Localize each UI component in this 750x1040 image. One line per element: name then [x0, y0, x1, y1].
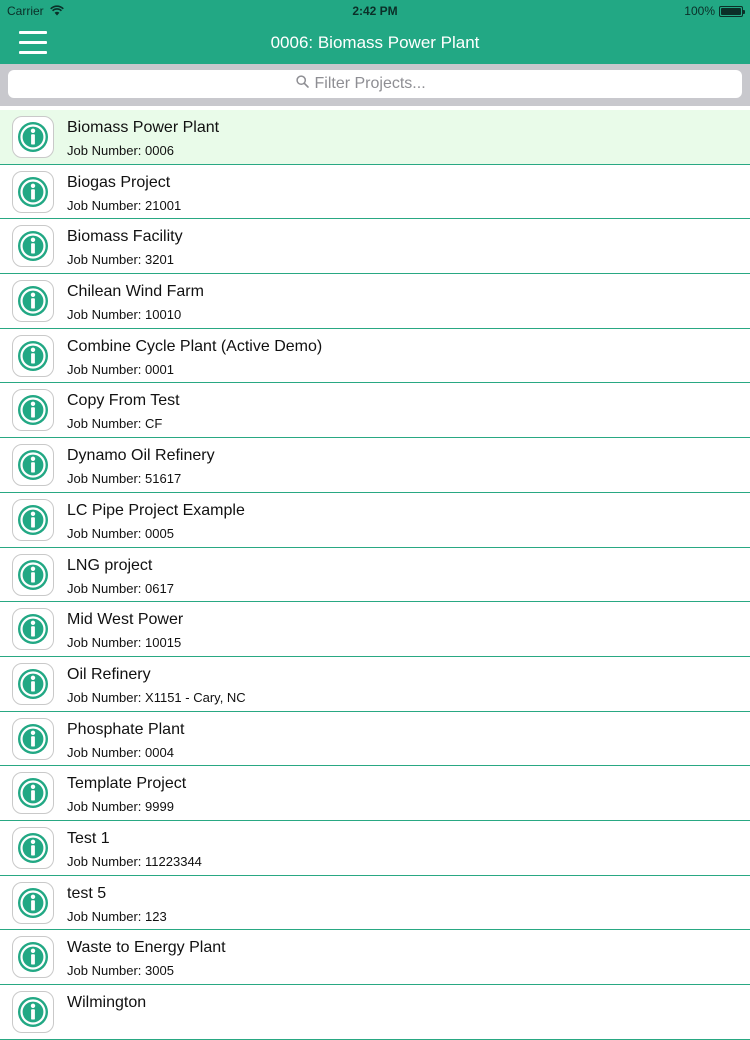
project-job-number: Job Number: 0001	[67, 361, 174, 377]
project-job-number: Job Number: 51617	[67, 471, 182, 487]
project-job-number: Job Number: 10010	[67, 307, 182, 323]
project-name: Chilean Wind Farm	[67, 283, 204, 301]
info-icon[interactable]	[12, 554, 54, 596]
project-list-item[interactable]	[0, 985, 750, 1040]
project-list-item[interactable]	[0, 110, 750, 165]
project-name: Test 1	[67, 829, 110, 847]
project-list-item[interactable]	[0, 165, 750, 220]
navigation-bar	[0, 22, 750, 64]
project-job-number: Job Number: 0617	[67, 580, 174, 596]
info-icon[interactable]	[12, 991, 54, 1033]
project-list-item[interactable]	[0, 329, 750, 384]
project-name: Biomass Power Plant	[67, 119, 220, 136]
project-name: Oil Refinery	[67, 665, 151, 683]
info-icon[interactable]	[12, 936, 54, 978]
battery-icon	[719, 6, 743, 17]
info-icon[interactable]	[12, 718, 54, 760]
search-field[interactable]	[8, 70, 742, 98]
project-name: Biomass Facility	[67, 228, 183, 246]
search-icon	[296, 75, 309, 93]
project-list-item[interactable]	[0, 930, 750, 985]
project-name: Waste to Energy Plant	[67, 939, 226, 957]
project-name: LNG project	[67, 556, 153, 574]
project-list-item[interactable]	[0, 438, 750, 493]
project-name: Copy From Test	[67, 392, 180, 410]
project-name: Dynamo Oil Refinery	[67, 447, 215, 465]
project-list-item[interactable]	[0, 219, 750, 274]
info-icon[interactable]	[12, 116, 54, 158]
status-bar	[0, 0, 750, 22]
project-list-item[interactable]	[0, 766, 750, 821]
project-job-number: Job Number: 0005	[67, 525, 174, 541]
project-job-number: Job Number: 3005	[67, 963, 174, 979]
project-job-number: Job Number: X1151 - Cary, NC	[67, 689, 246, 705]
project-name: Phosphate Plant	[67, 720, 185, 738]
project-job-number: Job Number: 123	[67, 908, 167, 924]
project-list	[0, 110, 750, 1011]
project-name: Mid West Power	[67, 611, 184, 629]
info-icon[interactable]	[12, 280, 54, 322]
info-icon[interactable]	[12, 772, 54, 814]
project-job-number: Job Number: CF	[67, 416, 163, 432]
status-time: 2:42 PM	[352, 4, 398, 18]
project-list-item[interactable]	[0, 876, 750, 931]
info-icon[interactable]	[12, 335, 54, 377]
search-bar	[0, 64, 750, 106]
project-list-item[interactable]	[0, 602, 750, 657]
project-list-item[interactable]	[0, 548, 750, 603]
project-job-number: Job Number: 21001	[67, 197, 182, 213]
battery-percent: 100%	[684, 4, 715, 18]
project-list-item[interactable]	[0, 821, 750, 876]
info-icon[interactable]	[12, 608, 54, 650]
info-icon[interactable]	[12, 663, 54, 705]
project-name: test 5	[67, 884, 107, 902]
project-job-number: Job Number: 3201	[67, 252, 174, 268]
project-list-item[interactable]	[0, 493, 750, 548]
info-icon[interactable]	[12, 444, 54, 486]
project-job-number: Job Number: 11223344	[67, 853, 202, 869]
info-icon[interactable]	[12, 499, 54, 541]
project-name: Wilmington	[67, 994, 147, 1011]
project-list-item[interactable]	[0, 274, 750, 329]
status-right	[684, 4, 743, 18]
project-name: Template Project	[67, 775, 187, 793]
project-name: Combine Cycle Plant (Active Demo)	[67, 337, 323, 355]
project-list-item[interactable]	[0, 712, 750, 767]
search-input[interactable]	[315, 75, 455, 93]
project-name: Biogas Project	[67, 173, 171, 191]
project-job-number: Job Number: 0006	[67, 143, 174, 158]
project-list-item[interactable]	[0, 657, 750, 712]
page-title: 0006: Biomass Power Plant	[270, 33, 480, 52]
project-name: LC Pipe Project Example	[67, 501, 245, 519]
project-job-number: Job Number: 0004	[67, 744, 174, 760]
info-icon[interactable]	[12, 827, 54, 869]
info-icon[interactable]	[12, 389, 54, 431]
info-icon[interactable]	[12, 171, 54, 213]
project-job-number: Job Number: 9999	[67, 799, 174, 815]
carrier-label: Carrier	[7, 4, 44, 18]
project-job-number: Job Number: 10015	[67, 635, 182, 651]
info-icon[interactable]	[12, 225, 54, 267]
info-icon[interactable]	[12, 882, 54, 924]
battery-level-fill	[721, 8, 741, 15]
project-list-item[interactable]	[0, 383, 750, 438]
